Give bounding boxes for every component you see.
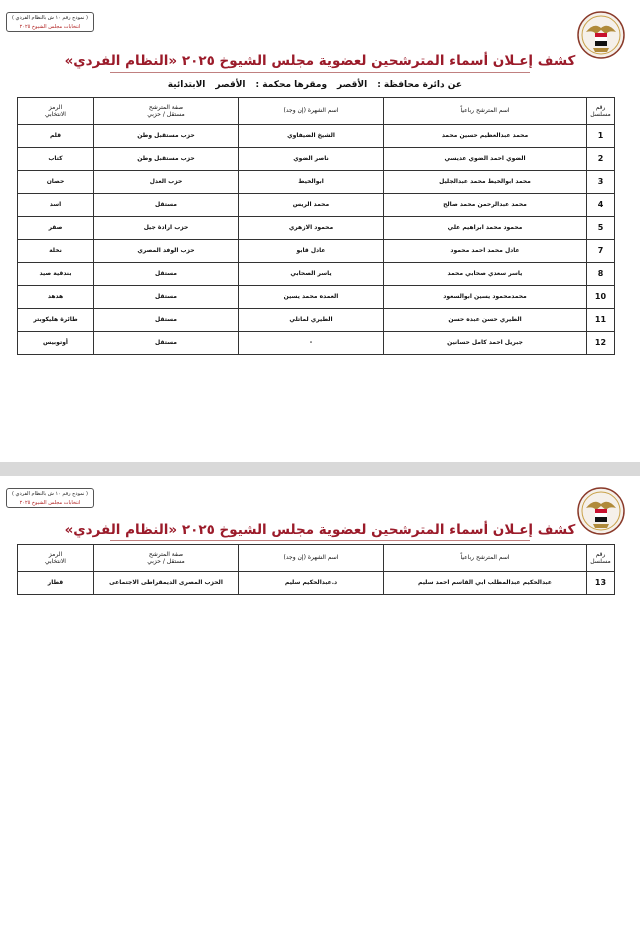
cell-symbol: كتاب: [18, 148, 94, 171]
cell-num: 13: [587, 572, 615, 595]
cell-fame: ناصر الضوي: [239, 148, 384, 171]
cell-fame: عادل قابو: [239, 240, 384, 263]
page-separator: [0, 462, 640, 476]
cell-name: محمدمحمود يسين ابوالسعود: [384, 286, 587, 309]
col-header-num: رقم مسلسل: [587, 98, 615, 125]
circuit-value: الأقصر: [337, 80, 368, 90]
col-header-num: رقم مسلسل: [587, 545, 615, 572]
court-type: الابتدائية: [167, 80, 206, 90]
cell-status: مستقل: [94, 286, 239, 309]
circuit-label: عن دائرة محافظة :: [377, 80, 462, 90]
table-row: [18, 309, 615, 332]
cell-symbol: نخلة: [18, 240, 94, 263]
table-row: [18, 332, 615, 355]
cell-num: 11: [587, 309, 615, 332]
cell-name: محمود محمد ابراهيم علي: [384, 217, 587, 240]
title-underline: [110, 72, 530, 73]
cell-fame: العمده محمد يسين: [239, 286, 384, 309]
cell-symbol: قلم: [18, 125, 94, 148]
cell-name: عادل محمد احمد محمود: [384, 240, 587, 263]
cell-status: حزب ارادة جيل: [94, 217, 239, 240]
cell-num: 3: [587, 171, 615, 194]
page-title: كشف إعـلان أسماء المترشحين لعضوية مجلس الشيوخ ٢٠٢٥ «النظام الفردي»: [64, 522, 576, 538]
document-page-2: [0, 476, 640, 935]
col-header-status: صفة المترشح مستقل / حزبي: [94, 545, 239, 572]
cell-symbol: بندقية صيد: [18, 263, 94, 286]
table-row: [18, 217, 615, 240]
cell-name: عبدالحكيم عبدالمطلب ابي القاسم احمد سليم: [384, 572, 587, 595]
table-header-row: [18, 545, 615, 572]
form-number-box: [6, 488, 94, 508]
candidates-table-body: [18, 125, 615, 355]
table-row: [18, 572, 615, 595]
cell-status: حزب العدل: [94, 171, 239, 194]
cell-name: ياسر سعدي صحابي محمد: [384, 263, 587, 286]
document-page-1: [0, 0, 640, 462]
table-row: [18, 171, 615, 194]
cell-num: 8: [587, 263, 615, 286]
col-header-name: اسم المترشح رباعياً: [384, 545, 587, 572]
cell-symbol: طائرة هليكوبتر: [18, 309, 94, 332]
cell-fame: الطيري لماتلي: [239, 309, 384, 332]
cell-num: 12: [587, 332, 615, 355]
cell-status: مستقل: [94, 194, 239, 217]
candidates-table-body: [18, 572, 615, 595]
cell-num: 4: [587, 194, 615, 217]
cell-symbol: حصان: [18, 171, 94, 194]
table-row: [18, 286, 615, 309]
form-number-label: ( نموذج رقم ١٠ ش بالنظام الفردي ): [12, 15, 88, 21]
cell-symbol: قطار: [18, 572, 94, 595]
cell-num: 5: [587, 217, 615, 240]
cell-num: 10: [587, 286, 615, 309]
cell-name: الضوي احمد الضوي عديسي: [384, 148, 587, 171]
cell-fame: ياسر الصحابي: [239, 263, 384, 286]
cell-status: حزب مستقبل وطن: [94, 125, 239, 148]
title-underline: [110, 540, 530, 541]
cell-fame: -: [239, 332, 384, 355]
col-header-fame: اسم الشهرة (إن وجد): [239, 545, 384, 572]
cell-fame: محمود الازهري: [239, 217, 384, 240]
cell-status: مستقل: [94, 332, 239, 355]
cell-fame: د.عبدالحكيم سليم: [239, 572, 384, 595]
col-header-symbol: الرمز الانتخابي: [18, 545, 94, 572]
page-title: كشف إعـلان أسماء المترشحين لعضوية مجلس الشيوخ ٢٠٢٥ «النظام الفردي»: [64, 53, 576, 69]
cell-num: 1: [587, 125, 615, 148]
table-row: [18, 263, 615, 286]
cell-status: حزب الوفد المصري: [94, 240, 239, 263]
table-row: [18, 125, 615, 148]
cell-status: مستقل: [94, 263, 239, 286]
cell-symbol: أوتوبيس: [18, 332, 94, 355]
cell-fame: محمد الريس: [239, 194, 384, 217]
col-header-fame: اسم الشهرة (إن وجد): [239, 98, 384, 125]
table-row: [18, 148, 615, 171]
col-header-symbol: الرمز الانتخابي: [18, 98, 94, 125]
cell-symbol: هدهد: [18, 286, 94, 309]
cell-num: 2: [587, 148, 615, 171]
candidates-table: [17, 544, 615, 595]
court-value: الأقصر: [215, 80, 246, 90]
form-number-label: ( نموذج رقم ١٠ ش بالنظام الفردي ): [12, 491, 88, 497]
candidates-table: [17, 97, 615, 355]
table-row: [18, 194, 615, 217]
cell-name: جبريل احمد كامل حسانين: [384, 332, 587, 355]
form-number-box: [6, 12, 94, 32]
court-label: ومقرها محكمة :: [255, 80, 328, 90]
col-header-name: اسم المترشح رباعياً: [384, 98, 587, 125]
cell-status: حزب مستقبل وطن: [94, 148, 239, 171]
cell-fame: ابوالخيط: [239, 171, 384, 194]
cell-status: الحزب المصرى الديمقراطى الاجتماعى: [94, 572, 239, 595]
form-election-label: انتخابات مجلس الشيوخ ٢٠٢٥: [19, 499, 81, 506]
form-election-label: انتخابات مجلس الشيوخ ٢٠٢٥: [19, 23, 81, 30]
circuit-info: [158, 80, 462, 90]
table-header-row: [18, 98, 615, 125]
col-header-status: صفة المترشح مستقل / حزبي: [94, 98, 239, 125]
cell-fame: الشيخ الضيفاوي: [239, 125, 384, 148]
cell-name: محمد عبدالرحمن محمد صالح: [384, 194, 587, 217]
table-row: [18, 240, 615, 263]
cell-symbol: صقر: [18, 217, 94, 240]
cell-name: الطيري حسن عبده حسن: [384, 309, 587, 332]
cell-name: محمد عبدالعظيم حسين محمد: [384, 125, 587, 148]
cell-name: محمد ابوالخيط محمد عبدالجليل: [384, 171, 587, 194]
cell-status: مستقل: [94, 309, 239, 332]
cell-num: 7: [587, 240, 615, 263]
cell-symbol: اسد: [18, 194, 94, 217]
